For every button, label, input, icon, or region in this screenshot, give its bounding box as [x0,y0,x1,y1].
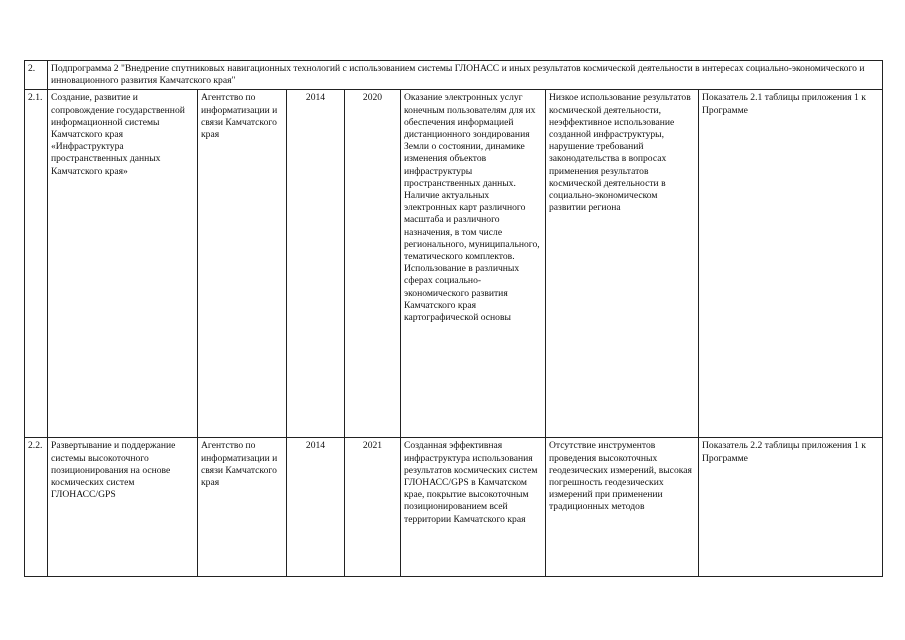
table-row [25,438,883,577]
non-implementation-consequences: Низкое использование результатов космической деятельности, неэффективное использование созданной инфраструктуры, нарушение требований законодательства в вопросах применения результатов космической деятельности в социально-экономическом развитии региона [546,90,699,438]
section-title: Подпрограмма 2 "Внедрение спутниковых навигационных технологий с использованием системы ГЛОНАСС и иных результатов космической деятельности в интересах социально-экономического и инновационного развития Камчатского края" [48,61,883,90]
row-number: 2.1. [25,90,48,438]
program-table [24,60,883,577]
measure-name: Развертывание и поддержание системы высокоточного позиционирования на основе космических систем ГЛОНАСС/GPS [48,438,198,577]
section-header-row [25,61,883,90]
start-year: 2014 [287,438,345,577]
section-number: 2. [25,61,48,90]
indicator-link: Показатель 2.2 таблицы приложения 1 к Программе [699,438,883,577]
end-year: 2020 [345,90,401,438]
executor: Агентство по информатизации и связи Камчатского края [198,438,287,577]
expected-result: Оказание электронных услуг конечным пользователям для их обеспечения информацией дистанционного зондирования Земли о состоянии, динамике изменения объектов инфраструктуры пространственных данных. Наличие актуальных электронных карт различного масштаба и различного назначения, в том числе регионального, муниципального, тематического комплектов. Использование в различных сферах социально-экономического развития Камчатского края картографической основы [401,90,546,438]
measure-name: Создание, развитие и сопровождение государственной информационной системы Камчатского края «Инфраструктура пространственных данных Камчатского края» [48,90,198,438]
end-year: 2021 [345,438,401,577]
table-row [25,90,883,438]
row-number: 2.2. [25,438,48,577]
start-year: 2014 [287,90,345,438]
non-implementation-consequences: Отсутствие инструментов проведения высокоточных геодезических измерений, высокая погрешность геодезических измерений при применении традиционных методов [546,438,699,577]
expected-result: Созданная эффективная инфраструктура использования результатов космических систем ГЛОНАСС/GPS в Камчатском крае, покрытие высокоточным позиционированием всей территории Камчатского края [401,438,546,577]
indicator-link: Показатель 2.1 таблицы приложения 1 к Программе [699,90,883,438]
executor: Агентство по информатизации и связи Камчатского края [198,90,287,438]
